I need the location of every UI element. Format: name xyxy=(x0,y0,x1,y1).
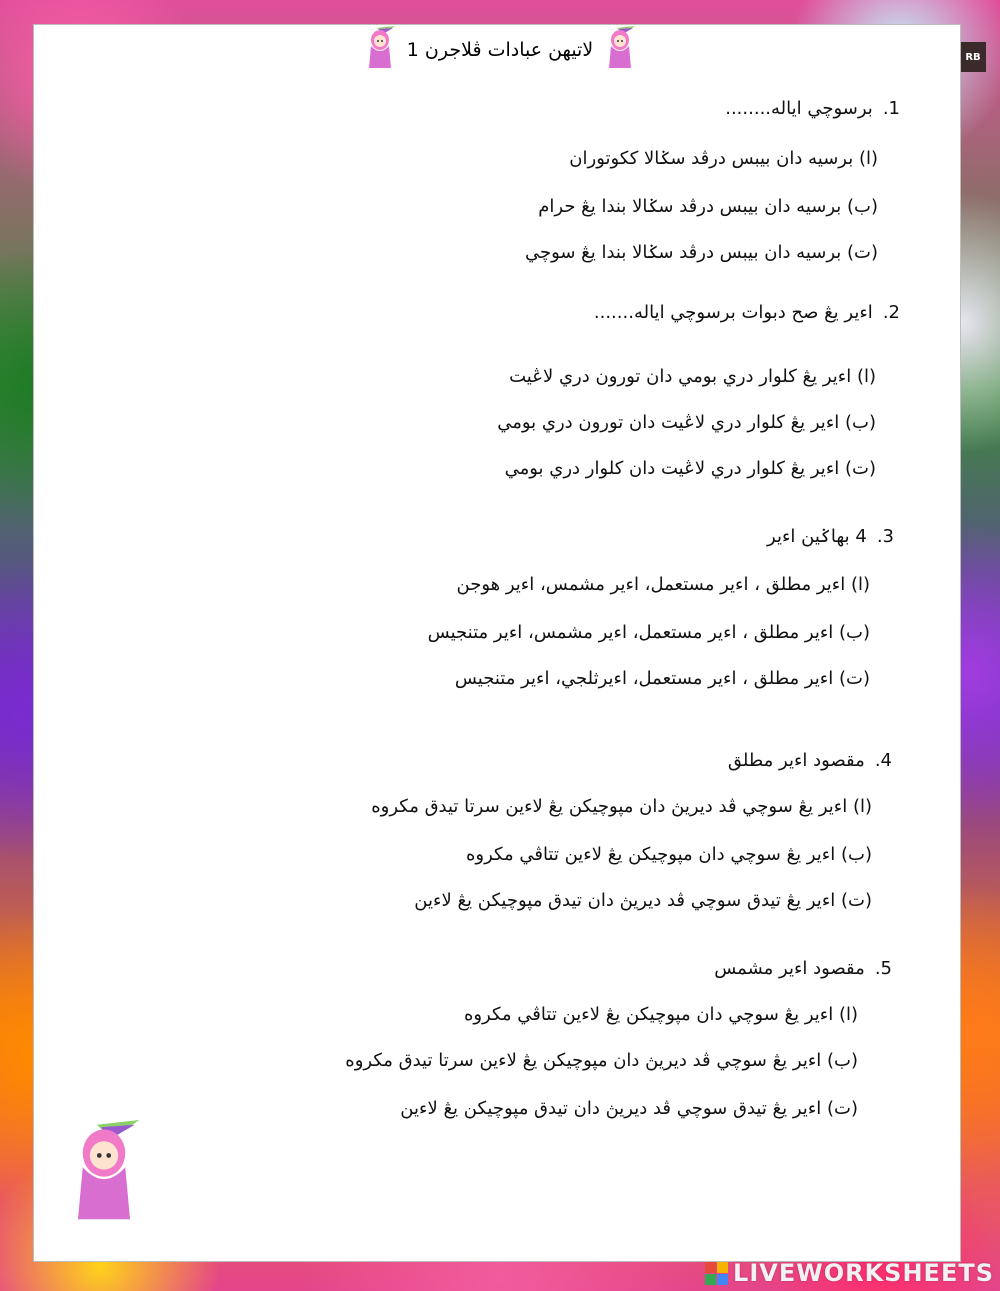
hijab-girl-icon xyxy=(603,26,637,74)
question-number: 5. xyxy=(874,958,892,979)
question-text: برسوچي اياله........ xyxy=(725,98,873,119)
question-text: مقصود اءير مطلق xyxy=(727,750,865,771)
question-text: مقصود اءير مشمس xyxy=(714,958,865,979)
question-5 xyxy=(60,958,892,1119)
question-text: 4 بهاݢين اءير xyxy=(767,526,867,547)
option-b[interactable]: (ب) اءير يڠ سوچي دان مپوچيكن يڠ لاءين تتاڤي مكروه xyxy=(465,844,872,865)
worksheet-title: لاتيهن عبادات ڤلاجرن 1 xyxy=(406,39,594,61)
title-bar xyxy=(0,26,1000,72)
option-b[interactable]: (ب) برسيه دان بيبس درڤد سݢالا بندا يڠ حرام xyxy=(538,196,878,217)
hijab-girl-icon xyxy=(363,26,397,74)
option-a[interactable]: (ا) برسيه دان بيبس درڤد سݢالا ككوتوران xyxy=(569,148,878,169)
corner-badge: RB xyxy=(960,42,986,72)
option-c[interactable]: (ت) اءير مطلق ، اءير مستعمل، اءيرثلجي، اءير متنجيس xyxy=(454,668,870,689)
question-1 xyxy=(60,98,900,263)
option-c[interactable]: (ت) اءير يڠ كلوار دري لاڠيت دان كلوار دري بومي xyxy=(504,458,876,479)
question-number: 1. xyxy=(882,98,900,119)
option-b[interactable]: (ب) اءير يڠ سوچي ڤد ديريڽ دان مپوچيكن يڠ لاءين سرتا تيدق مكروه xyxy=(345,1050,858,1071)
question-number: 4. xyxy=(874,750,892,771)
option-a[interactable]: (ا) اءير يڠ سوچي دان مپوچيكن يڠ لاءين تتاڤي مكروه xyxy=(463,1004,858,1025)
option-c[interactable]: (ت) برسيه دان بيبس درڤد سݢالا بندا يڠ سوچي xyxy=(524,242,878,263)
option-a[interactable]: (ا) اءير مطلق ، اءير مستعمل، اءير مشمس، اءير هوجن xyxy=(456,574,870,595)
option-a[interactable]: (ا) اءير يڠ سوچي ڤد ديريڽ دان مپوچيكن يڠ لاءين سرتا تيدق مكروه xyxy=(371,796,872,817)
question-3 xyxy=(60,526,894,689)
liveworksheets-logo-icon xyxy=(705,1262,727,1284)
question-4 xyxy=(60,750,892,911)
liveworksheets-watermark xyxy=(694,1259,994,1287)
question-text: اءير يڠ صح دبوات برسوچي اياله....... xyxy=(593,302,873,323)
option-b[interactable]: (ب) اءير مطلق ، اءير مستعمل، اءير مشمس، اءير متنجيس xyxy=(427,622,870,643)
option-a[interactable]: (ا) اءير يڠ كلوار دري بومي دان تورون دري لاڠيت xyxy=(509,366,876,387)
option-b[interactable]: (ب) اءير يڠ كلوار دري لاڠيت دان تورون دري بومي xyxy=(497,412,876,433)
option-c[interactable]: (ت) اءير يڠ تيدق سوچي ڤد ديريڽ دان تيدق مپوچيكن يڠ لاءين xyxy=(400,1098,858,1119)
hijab-girl-icon xyxy=(62,1120,146,1228)
question-2 xyxy=(60,302,900,479)
question-number: 3. xyxy=(876,526,894,547)
watermark-text: LIVEWORKSHEETS xyxy=(733,1259,994,1287)
question-number: 2. xyxy=(882,302,900,323)
option-c[interactable]: (ت) اءير يڠ تيدق سوچي ڤد ديريڽ دان تيدق مپوچيكن يڠ لاءين xyxy=(414,890,872,911)
